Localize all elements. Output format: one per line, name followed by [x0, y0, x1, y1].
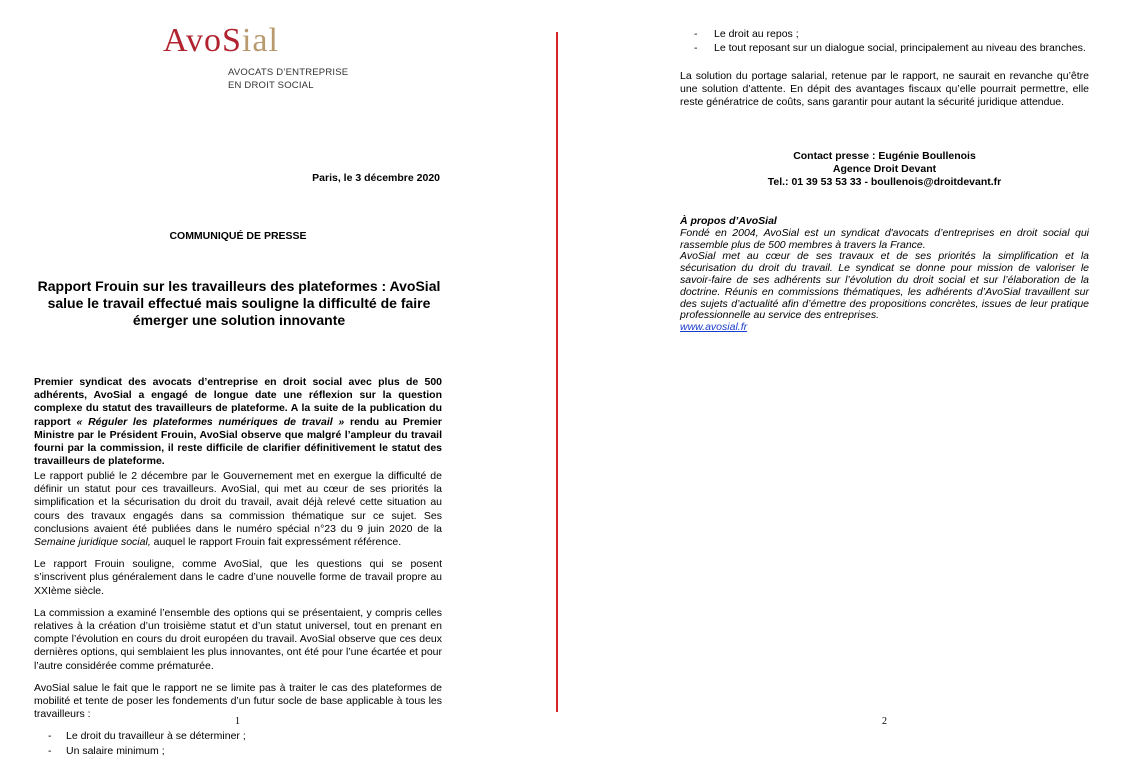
press-date: Paris, le 3 décembre 2020 [312, 172, 440, 184]
list-item [34, 730, 442, 743]
about-title: À propos d’AvoSial [680, 215, 777, 227]
list-item [34, 745, 442, 758]
para1-journal-name: Semaine juridique social, [34, 536, 151, 549]
bullet-dash: - [694, 28, 698, 40]
list-item-text: Le droit du travailleur à se déterminer ; [66, 730, 246, 743]
contact-name: Contact presse : Eugénie Boullenois [793, 150, 976, 162]
tagline-line-2: EN DROIT SOCIAL [228, 80, 314, 91]
lead-paragraph [34, 376, 442, 468]
document-page-2 [560, 0, 1139, 745]
press-contact [680, 150, 1089, 190]
list-item-text: Le droit au repos ; [714, 28, 799, 40]
rights-list-continued [680, 28, 1100, 56]
website-link[interactable]: www.avosial.fr [680, 321, 748, 334]
about-section [680, 216, 1089, 334]
contact-phone-email: Tel.: 01 39 53 53 33 - boullenois@droitdevant.fr [767, 176, 1002, 189]
bullet-dash: - [48, 730, 52, 743]
list-item [680, 42, 1100, 55]
lead-report-title: « Réguler les plateformes numériques de travail » [76, 415, 345, 428]
lead-text-after: rendu au Premier Ministre par le Président Frouin, AvoSial observe que malgré l’ampleur du travail fourni par la commission, il reste difficile de clarifier définitivement le statut des travailleurs de plateforme. [34, 415, 443, 468]
page-divider [556, 32, 558, 712]
bullet-dash: - [694, 42, 698, 55]
lead-text-before: Premier syndicat des avocats d’entreprise en droit social avec plus de 500 adhérents, AvoSial a engagé de longue date une réflexion sur la question complexe du statut des travailleurs de plateforme. A la suite de la publication du rapport [34, 376, 442, 428]
logo-text-avo: AvoS [163, 22, 242, 59]
press-release-label: COMMUNIQUÉ DE PRESSE [169, 230, 307, 242]
tagline-line-1: AVOCATS D’ENTREPRISE [228, 67, 349, 78]
page-number: 1 [235, 716, 240, 727]
body-paragraph-4: AvoSial salue le fait que le rapport ne se limite pas à traiter le cas des plateformes de mobilité et tente de poser les fondements d’un futur socle de base applicable à tous les travailleurs : [34, 681, 442, 721]
avosial-logo [163, 22, 279, 60]
body-paragraph-1 [34, 470, 442, 549]
list-item-text: Le tout reposant sur un dialogue social, principalement au niveau des branches. [714, 42, 1086, 55]
bullet-dash: - [48, 744, 52, 757]
document-page-1 [0, 0, 556, 757]
para1-before: Le rapport publié le 2 décembre par le Gouvernement met en exergue la difficulté de définir un statut pour ces travailleurs. AvoSial, qui met au cœur de ses priorités la simplification et la sécurisation du droit du travail, avait déjà relevé cette situation au cours des travaux engagés dans sa commission thématique sur ce sujet. Ses conclusions avaient été publiées dans le numéro spécial n°23 du 9 juin 2020 de la [34, 470, 442, 535]
rights-list [34, 730, 442, 757]
body-paragraph-2: Le rapport Frouin souligne, comme AvoSial, que les questions qui se posent s’inscrivent plus généralement dans le cadre d’une nouvelle forme de travail propre au XXIème siècle. [34, 558, 442, 597]
about-text-2: AvoSial met au cœur de ses travaux et de ses priorités la simplification et la sécurisation du droit du travail. Le syndicat se donne pour mission de valoriser le savoir-faire de ses adhérents sur l’évolution du droit social et sur l’élaboration de la doctrine. Réunis en commissions thématiques, les adhérents d’AvoSial travaillent sur des sujets d’actualité afin d’émettre des propositions concrètes, issues de leur pratique professionnelle au service des entreprises. [680, 250, 1089, 322]
logo-text-sial: ial [241, 22, 279, 59]
portage-paragraph: La solution du portage salarial, retenue par le rapport, ne saurait en revanche qu’être une solution d’attente. En dépit des avantages fiscaux qu’elle pourrait permettre, elle reste génératrice de coûts, sans garantir pour autant la sécurité juridique attendue. [680, 70, 1089, 109]
press-release-title: Rapport Frouin sur les travailleurs des plateformes : AvoSial salue le travail effectué mais souligne la difficulté de faire émerger une solution innovante [37, 278, 441, 328]
list-item-text: Un salaire minimum ; [66, 744, 165, 757]
contact-agency: Agence Droit Devant [832, 163, 937, 176]
list-item [680, 28, 1100, 41]
logo-tagline [228, 66, 348, 92]
about-text-1: Fondé en 2004, AvoSial est un syndicat d'avocats d’entreprises en droit social qui rassemble plus de 500 membres à travers la France. [680, 226, 1089, 251]
body-paragraph-3: La commission a examiné l’ensemble des options qui se présentaient, y compris celles relatives à la création d’un troisième statut et d’un statut universel, tout en prenant en compte l’évolution en cours du droit européen du travail. AvoSial observe que ces deux dernières options, qui semblaient les plus innovantes, ont été pour l’une écartée et pour l’autre considérée comme prématurée. [34, 606, 442, 672]
para1-after: auquel le rapport Frouin fait expressément référence. [150, 536, 402, 549]
page-number: 2 [882, 716, 887, 727]
